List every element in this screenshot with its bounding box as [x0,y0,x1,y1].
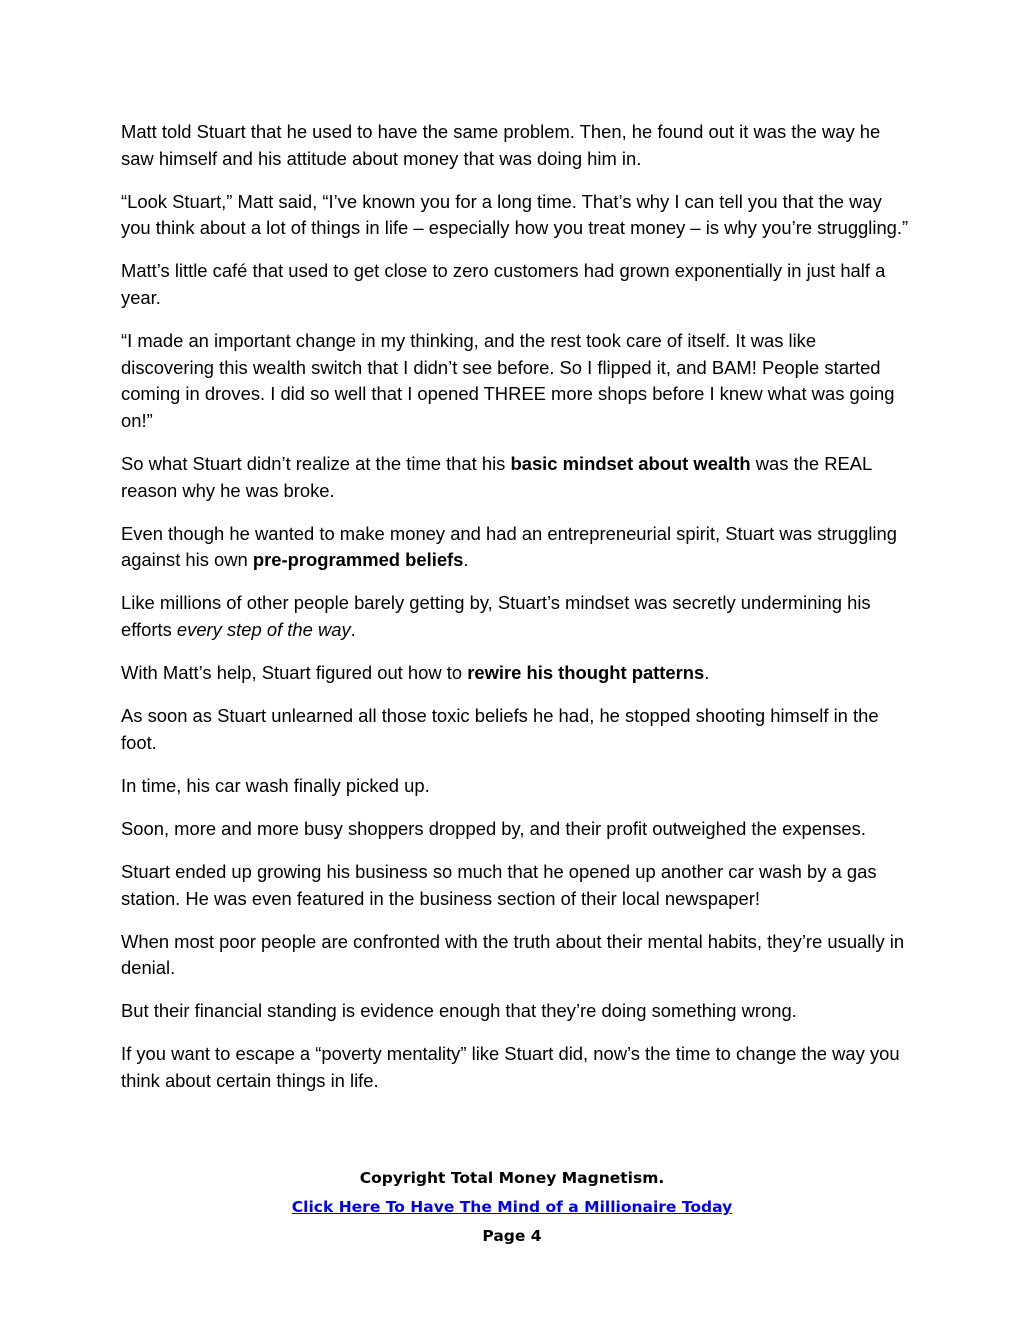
paragraph [121,451,911,504]
page-footer [0,1164,1024,1251]
text-run: Like millions of other people barely getting by, Stuart’s mindset was secretly undermining his efforts [121,592,871,640]
paragraph [121,521,911,574]
page-number: Page 4 [482,1227,542,1245]
text-run: Matt’s little café that used to get close to zero customers had grown exponentially in just half a year. [121,260,886,308]
text-run: “I made an important change in my thinking, and the rest took care of itself. It was like discovering this wealth switch that I didn’t see before. So I flipped it, and BAM! People started coming in droves. I did so well that I opened THREE more shops before I knew what was going on!” [121,330,895,431]
text-run: But their financial standing is evidence enough that they’re doing something wrong. [121,1000,797,1022]
text-run: Matt told Stuart that he used to have the same problem. Then, he found out it was the way he saw himself and his attitude about money that was doing him in. [121,121,881,169]
paragraph [121,189,911,242]
text-run: If you want to escape a “poverty mentality” like Stuart did, now’s the time to change the way you think about certain things in life. [121,1043,900,1092]
text-run: With Matt’s help, Stuart figured out how to [121,662,468,683]
text-run: Stuart ended up growing his business so much that he opened up another car wash by a gas station. He was even featured in the business section of their local newspaper! [121,860,877,909]
paragraph [121,859,911,912]
text-run: As soon as Stuart unlearned all those toxic beliefs he had, he stopped shooting himself in the foot. [121,705,879,753]
bold-emphasis: pre-programmed beliefs [252,549,464,571]
text-run: . [350,618,356,640]
footer-link-line [0,1193,1024,1222]
text-run: “Look Stuart,” Matt said, “I’ve known you for a long time. That’s why I can tell you that the way you think about a lot of things in life – especially how you treat money – is why you’re struggling.” [121,190,909,239]
text-run: Soon, more and more busy shoppers dropped by, and their profit outweighed the expenses. [121,817,866,839]
paragraph [121,258,911,311]
paragraph [121,816,911,843]
copyright-notice: Copyright Total Money Magnetism. [359,1169,665,1187]
paragraph [121,929,911,982]
text-run: In time, his car wash finally picked up. [121,774,430,796]
paragraph [121,119,911,172]
bold-emphasis: rewire his thought patterns [467,662,705,683]
paragraph [121,998,911,1025]
paragraph [121,1041,911,1094]
text-run: When most poor people are confronted with the truth about their mental habits, they’re usually in denial. [121,930,905,979]
paragraph [121,773,911,800]
paragraph [121,703,911,756]
text-run: . [704,662,710,683]
text-run: So what Stuart didn’t realize at the time that his [121,452,511,474]
millionaire-mind-link[interactable]: Click Here To Have The Mind of a Millionaire Today [291,1198,733,1216]
paragraph [121,660,911,687]
paragraph [121,328,911,434]
text-run: was the REAL reason why he was broke. [121,452,872,501]
text-run: Even though he wanted to make money and had an entrepreneurial spirit, Stuart was struggling against his own [121,522,897,571]
text-run: . [463,549,469,571]
body-text [121,119,911,1111]
italic-emphasis: every step of the way [176,618,351,640]
paragraph [121,590,911,643]
bold-emphasis: basic mindset about wealth [510,452,751,474]
